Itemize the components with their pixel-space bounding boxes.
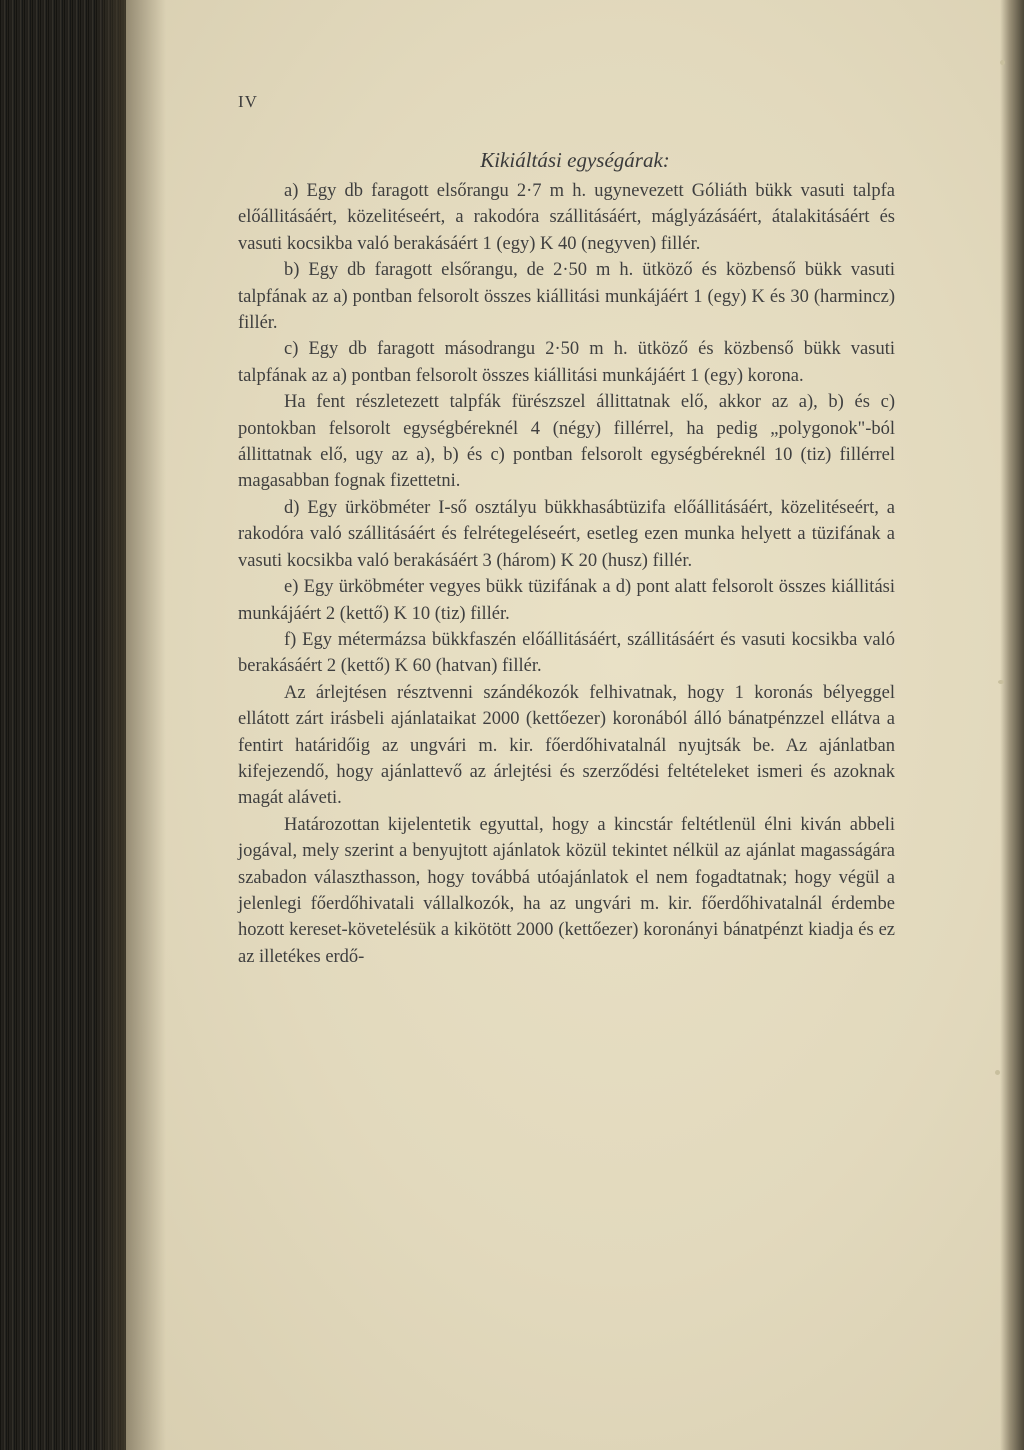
paragraph-e: e) Egy ürköbméter vegyes bükk tüzifának a d) pont alatt felsorolt összes kiállitási munkájáért 2 (kettő) K 10 (tiz) fillér. (238, 577, 895, 624)
paragraph-c: c) Egy db faragott másodrangu 2·50 m h. ütköző és közbenső bükk vasuti talpfának az a) pontban felsorolt összes kiállitási munkájáért 1 (egy) korona. (238, 339, 895, 386)
paragraph-declaration: Határozottan kijelentetik egyuttal, hogy a kincstár feltétlenül élni kiván abbeli jogával, mely szerint a benyujtott ajánlatok közül tekintet nélkül az ajánlat magasságára szabadon választhasson, hogy továbbá utóajánlatok el nem fogadtatnak; hogy végül a jelenlegi főerdőhivatali vállalkozók, ha az ungvári m. kir. főerdőhivatalnál érdembe hozott kereset-követelésük a kikötött 2000 (kettőezer) koronányi bánatpénzt kiadja és ez az illetékes erdő- (238, 814, 895, 967)
paper-speck (998, 680, 1004, 684)
gutter-shadow (126, 0, 166, 1450)
paragraph-f: f) Egy métermázsa bükkfaszén előállitásáért, szállitásáért és vasuti kocsikba való berakásáért 2 (kettő) K 60 (hatvan) fillér. (238, 629, 895, 677)
paper-speck (995, 1070, 1000, 1075)
paper-right-edge (1000, 0, 1024, 1450)
section-heading: Kikiáltási egységárak: (480, 148, 670, 172)
page-number: IV (238, 92, 258, 111)
paragraph-a: a) Egy db faragott elsőrangu 2·7 m h. ugynevezett Góliáth bükk vasuti talpfa előállitásáért, közelitéseért, a rakodóra szállitásáért, máglyázásáért, átalakitásáért és vasuti kocsikba való berakásáért 1 (egy) K 40 (negyven) fillér. (238, 181, 895, 254)
body-text (238, 178, 895, 970)
paragraph-sawn: Ha fent részletezett talpfák fürészszel állittatnak elő, akkor az a), b) és c) pontokban felsorolt egységbéreknél 4 (négy) fillérrel, ha pedig „polygonok"-ból állittatnak elő, ugy az a), b) és c) pontban felsorolt egységbéreknél 10 (tiz) fillérrel magasabban fognak fizettetni. (238, 392, 895, 492)
paragraph-d: d) Egy ürköbméter I-ső osztályu bükkhasábtüzifa előállitásáért, közelitéseért, a rakodóra való szállitásáért és felrétegeléseért, esetleg ezen munka helyett a tüzifának a vasuti kocsikba való berakásáért 3 (három) K 20 (husz) fillér. (238, 497, 895, 571)
paragraph-bidding: Az árlejtésen résztvenni szándékozók felhivatnak, hogy 1 koronás bélyeggel ellátott zárt irásbeli ajánlataikat 2000 (kettőezer) koronából álló bánatpénzzel ellátva a fentirt határidőig az ungvári m. kir. főerdőhivatalnál nyujtsák be. Az ajánlatban kifejezendő, hogy ajánlattevő az árlejtési és szerződési feltételeket ismeri és azoknak magát aláveti. (238, 682, 895, 809)
paper-speck (1000, 60, 1005, 65)
paragraph-b: b) Egy db faragott elsőrangu, de 2·50 m h. ütköző és közbenső bükk vasuti talpfának az a) pontban felsorolt összes kiállitási munkájáért 1 (egy) K és 30 (harmincz) fillér. (238, 260, 895, 334)
